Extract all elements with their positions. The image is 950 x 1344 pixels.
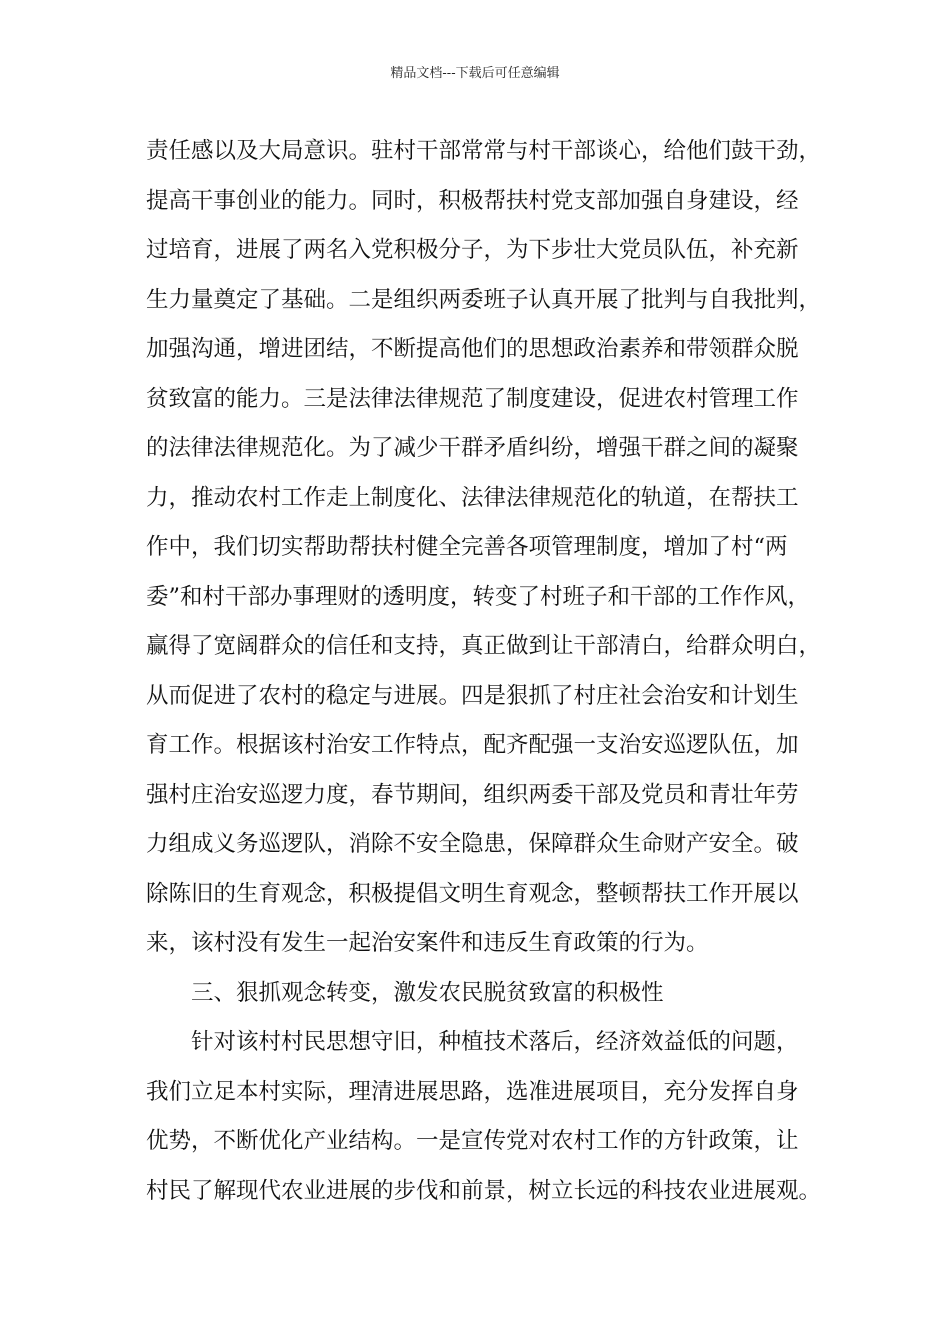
- text-line: 村民了解现代农业进展的步伐和前景，树立长远的科技农业进展观。: [146, 1177, 822, 1204]
- text-line: 赢得了宽阔群众的信任和支持，真正做到让干部清白，给群众明白，: [146, 633, 822, 659]
- text-line: 责任感以及大局意识。驻村干部常常与村干部谈心，给他们鼓干劲，: [146, 138, 822, 164]
- text-line: 贫致富的能力。三是法律法律规范了制度建设，促进农村管理工作: [146, 385, 799, 412]
- section-heading: 三、狠抓观念转变，激发农民脱贫致富的积极性: [191, 979, 664, 1006]
- text-line: 力组成义务巡逻队，消除不安全隐患，保障群众生命财产安全。破: [146, 831, 799, 857]
- text-line: 我们立足本村实际，理清进展思路，选准进展项目，充分发挥自身: [146, 1078, 799, 1105]
- document-body: [146, 131, 826, 1220]
- page-header: 精品文档---下载后可任意编辑: [390, 66, 560, 81]
- text-line: 作中，我们切实帮助帮扶村健全完善各项管理制度，增加了村“两: [146, 534, 788, 560]
- text-line: 优势，不断优化产业结构。一是宣传党对农村工作的方针政策，让: [146, 1128, 799, 1154]
- text-line: 育工作。根据该村治安工作特点，配齐配强一支治安巡逻队伍，加: [146, 732, 799, 758]
- text-line: 强村庄治安巡逻力度，春节期间，组织两委干部及党员和青壮年劳: [146, 781, 799, 808]
- text-line: 提高干事创业的能力。同时，积极帮扶村党支部加强自身建设，经: [146, 187, 799, 214]
- text-line: 的法律法律规范化。为了减少干群矛盾纠纷，增强干群之间的凝聚: [146, 435, 799, 461]
- text-line: 针对该村村民思想守旧，种植技术落后，经济效益低的问题，: [191, 1029, 799, 1055]
- text-line: 从而促进了农村的稳定与进展。四是狠抓了村庄社会治安和计划生: [146, 682, 799, 709]
- text-line: 加强沟通，增进团结，不断提高他们的思想政治素养和带领群众脱: [146, 336, 799, 362]
- text-line: 委”和村干部办事理财的透明度，转变了村班子和干部的工作作风，: [146, 583, 811, 610]
- text-line: 过培育，进展了两名入党积极分子，为下步壮大党员队伍，补充新: [146, 237, 799, 263]
- text-line: 力，推动农村工作走上制度化、法律法律规范化的轨道，在帮扶工: [146, 484, 799, 511]
- text-line: 生力量奠定了基础。二是组织两委班子认真开展了批判与自我批判，: [146, 286, 822, 313]
- text-line: 除陈旧的生育观念，积极提倡文明生育观念，整顿帮扶工作开展以: [146, 880, 799, 907]
- text-line: 来，该村没有发生一起治安案件和违反生育政策的行为。: [146, 930, 709, 956]
